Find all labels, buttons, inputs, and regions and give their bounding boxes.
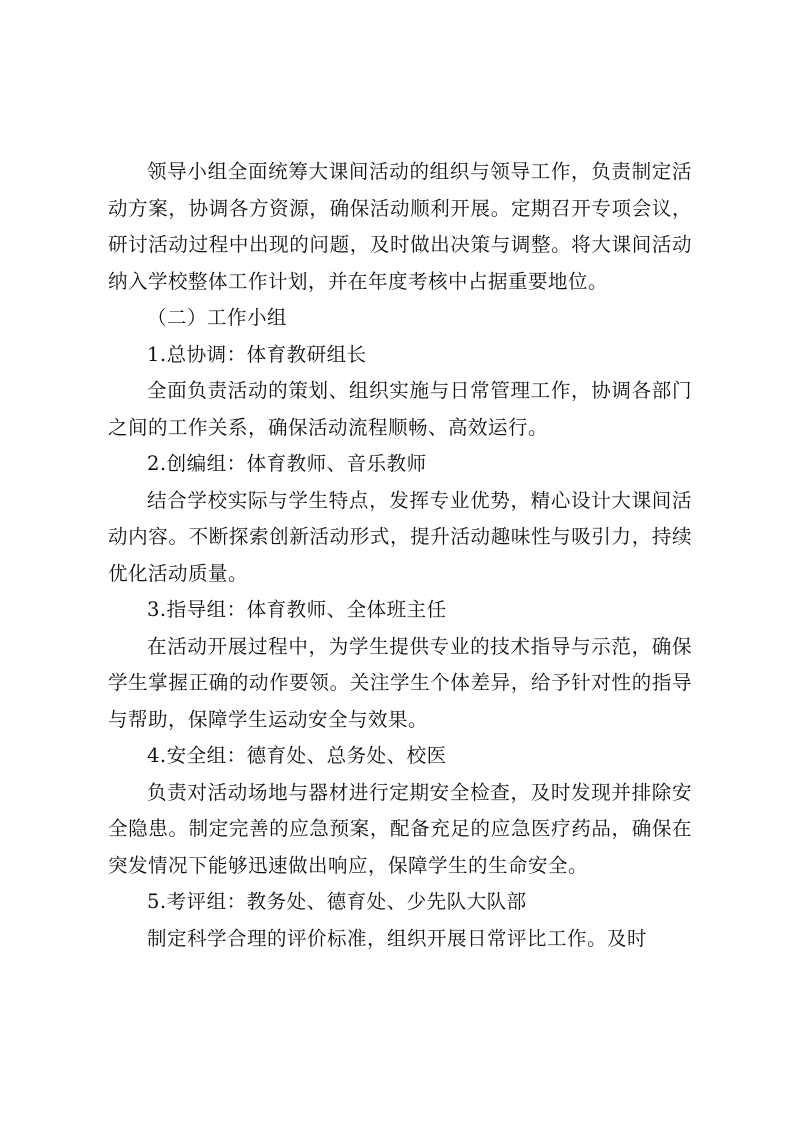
creative-group-paragraph: 结合学校实际与学生特点，发挥专业优势，精心设计大课间活动内容。不断探索创新活动形式，提升活动趣味性与吸引力，持续优化活动质量。 — [108, 488, 692, 585]
subheading-guidance-group: 3.指导组：体育教师、全体班主任 — [147, 598, 447, 621]
subheading-safety-group: 4.安全组：德育处、总务处、校医 — [147, 744, 447, 767]
section-heading-work-group: （二）工作小组 — [147, 306, 288, 329]
document-body — [108, 154, 692, 957]
subheading-evaluation-group: 5.考评组：教务处、德育处、少先队大队部 — [147, 890, 527, 913]
guidance-group-paragraph: 在活动开展过程中，为学生提供专业的技术指导与示范，确保学生掌握正确的动作要领。关注学生个体差异，给予针对性的指导与帮助，保障学生运动安全与效果。 — [108, 634, 692, 731]
evaluation-group-paragraph: 制定科学合理的评价标准，组织开展日常评比工作。及时 — [147, 926, 648, 950]
subheading-general-coordinator: 1.总协调：体育教研组长 — [147, 342, 367, 366]
safety-group-paragraph: 负责对活动场地与器材进行定期安全检查，及时发现并排除安全隐患。制定完善的应急预案，配备充足的应急医疗药品，确保在突发情况下能够迅速做出响应，保障学生的生命安全。 — [108, 780, 692, 877]
subheading-creative-group: 2.创编组：体育教师、音乐教师 — [147, 452, 427, 475]
general-coordinator-paragraph: 全面负责活动的策划、组织实施与日常管理工作，协调各部门之间的工作关系，确保活动流程顺畅、高效运行。 — [108, 379, 692, 439]
leadership-group-paragraph: 领导小组全面统筹大课间活动的组织与领导工作，负责制定活动方案，协调各方资源，确保活动顺利开展。定期召开专项会议，研讨活动过程中出现的问题，及时做出决策与调整。将大课间活动纳入学校整体工作计划，并在年度考核中占据重要地位。 — [108, 160, 692, 293]
